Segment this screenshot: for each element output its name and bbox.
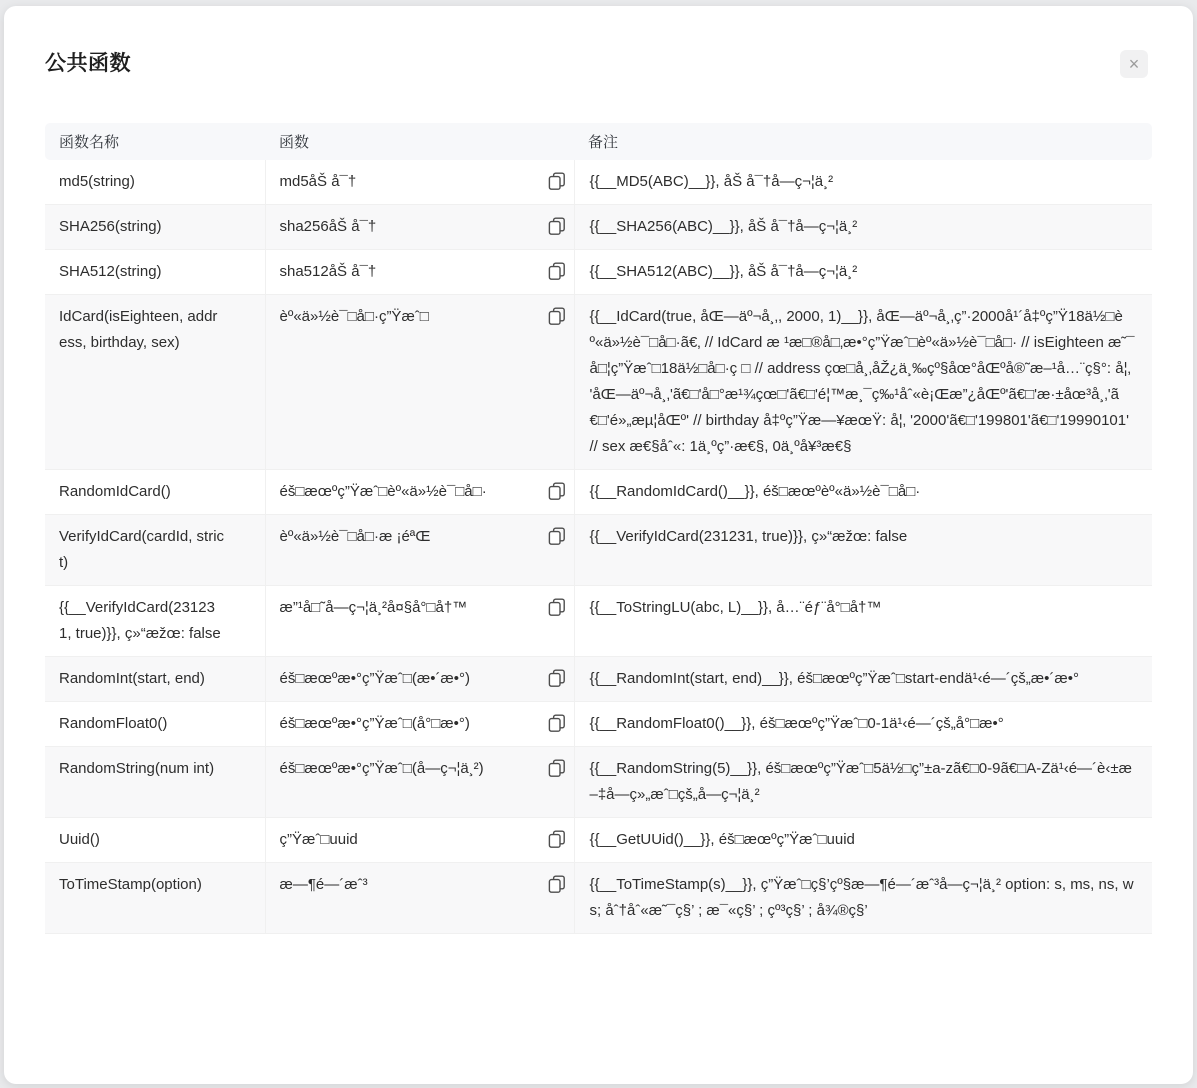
column-header-function: 函数 [265,123,574,160]
remark-cell: {{__RandomIdCard()__}}, éš□æœºèº«ä»½è¯□å□· [574,470,1152,515]
table-row [45,470,1152,515]
table-row [45,702,1152,747]
function-label: æ—¶é—´æˆ³ [279,876,368,893]
remark-cell: {{__RandomInt(start, end)__}}, éš□æœºç”Ÿæˆ□start-endä¹‹é—´çš„æ•´æ•° [574,657,1152,702]
copy-icon [548,759,566,778]
function-label: sha256åŠ å¯† [279,218,377,235]
function-cell [265,747,574,818]
remark-cell: {{__SHA512(ABC)__}}, åŠ å¯†å—ç¬¦ä¸² [574,250,1152,295]
copy-icon [548,172,566,191]
function-name-cell: SHA256(string) [45,205,265,250]
copy-button[interactable] [548,482,566,501]
table-row [45,747,1152,818]
copy-button[interactable] [548,669,566,688]
copy-button[interactable] [548,759,566,778]
copy-icon [548,307,566,326]
copy-icon [548,598,566,617]
functions-table [45,123,1152,934]
table-header-row [45,123,1152,160]
function-cell [265,470,574,515]
table-row [45,295,1152,470]
remark-cell: {{__SHA256(ABC)__}}, åŠ å¯†å—ç¬¦ä¸² [574,205,1152,250]
remark-cell: {{__ToTimeStamp(s)__}}, ç”Ÿæˆ□ç§’çº§æ—¶é—´æˆ³å—ç¬¦ä¸² option: s, ms, ns, ws; åˆ†åˆ«æ˜¯ç§’ ; æ¯«ç§’ ; çº³ç§’ ; å¾®ç§’ [574,863,1152,934]
column-header-function-name: 函数名称 [45,123,265,160]
function-name-cell: IdCard(isEighteen, address, birthday, sex) [45,295,265,470]
function-cell [265,863,574,934]
function-label: ç”Ÿæˆ□uuid [279,831,358,848]
function-label: èº«ä»½è¯□å□·æ ¡éªŒ [279,528,431,545]
function-label: éš□æœºæ•°ç”Ÿæˆ□(å°□æ•°) [279,715,470,732]
function-name-cell: Uuid() [45,818,265,863]
copy-icon [548,875,566,894]
copy-button[interactable] [548,172,566,191]
function-name-cell: RandomFloat0() [45,702,265,747]
function-name-cell: RandomString(num int) [45,747,265,818]
remark-cell: {{__MD5(ABC)__}}, åŠ å¯†å—ç¬¦ä¸² [574,160,1152,205]
close-icon: × [1128,54,1140,74]
close-button[interactable] [1120,50,1148,78]
copy-icon [548,482,566,501]
remark-cell: {{__IdCard(true, åŒ—äº¬å¸‚, 2000, 1)__}}, åŒ—äº¬å¸‚ç”·2000å¹´å‡ºç”Ÿ18ä½□èº«ä»½è¯□å□·ã€‚ // IdCard æ ¹æ□®å□‚æ•°ç”Ÿæˆ□èº«ä»½è¯□å□· // isEighteen æ˜¯å□¦ç”Ÿæˆ□18ä½□å□·ç □ // address çœ□å¸‚åŽ¿ä¸‰çº§åœ°åŒºå®˜æ–¹å…¨ç§°: å¦‚ 'åŒ—äº¬å¸‚'ã€□'å□°æ¹¾çœ□'ã€□'é¦™æ¸¯ç‰¹åˆ«è¡Œæ”¿åŒº'ã€□'æ·±åœ³å¸‚'ã€□'é»„æµ¦åŒº' // birthday å‡ºç”Ÿæ—¥æœŸ: å¦‚ '2000'ã€□'199801'ã€□'19990101' // sex æ€§åˆ«: 1ä¸ºç”·æ€§, 0ä¸ºå¥³æ€§ [574,295,1152,470]
copy-button[interactable] [548,598,566,617]
public-functions-modal [4,6,1193,1084]
copy-icon [548,830,566,849]
function-cell [265,250,574,295]
function-label: éš□æœºç”Ÿæˆ□èº«ä»½è¯□å□· [279,483,487,500]
remark-cell: {{__RandomFloat0()__}}, éš□æœºç”Ÿæˆ□0-1ä¹‹é—´çš„å°□æ•° [574,702,1152,747]
function-label: md5åŠ å¯† [279,173,357,190]
copy-button[interactable] [548,307,566,326]
copy-button[interactable] [548,262,566,281]
function-name-cell: VerifyIdCard(cardId, strict) [45,515,265,586]
function-name-cell: {{__VerifyIdCard(231231, true)}}, ç»“æžœ: false [45,586,265,657]
function-name-cell: md5(string) [45,160,265,205]
function-cell [265,818,574,863]
table-row [45,657,1152,702]
modal-body [4,6,1193,1084]
table-row [45,515,1152,586]
column-header-remark: 备注 [574,123,1152,160]
function-name-cell: RandomInt(start, end) [45,657,265,702]
function-name-cell: RandomIdCard() [45,470,265,515]
remark-cell: {{__GetUUid()__}}, éš□æœºç”Ÿæˆ□uuid [574,818,1152,863]
copy-button[interactable] [548,875,566,894]
function-cell [265,586,574,657]
function-cell [265,702,574,747]
function-name-cell: ToTimeStamp(option) [45,863,265,934]
functions-table-container [45,123,1152,934]
copy-icon [548,669,566,688]
copy-icon [548,527,566,546]
function-name-cell: SHA512(string) [45,250,265,295]
function-label: èº«ä»½è¯□å□·ç”Ÿæˆ□ [279,308,429,325]
function-cell [265,205,574,250]
function-cell [265,515,574,586]
table-row [45,250,1152,295]
copy-button[interactable] [548,830,566,849]
copy-icon [548,262,566,281]
table-row [45,160,1152,205]
function-label: æ”¹å□˜å—ç¬¦ä¸²å¤§å°□å†™ [279,599,468,616]
copy-button[interactable] [548,217,566,236]
remark-cell: {{__VerifyIdCard(231231, true)}}, ç»“æžœ: false [574,515,1152,586]
function-label: éš□æœºæ•°ç”Ÿæˆ□(å—ç¬¦ä¸²) [279,760,484,777]
function-cell [265,295,574,470]
copy-icon [548,714,566,733]
table-row [45,818,1152,863]
remark-cell: {{__RandomString(5)__}}, éš□æœºç”Ÿæˆ□5ä½□ç”±a-zã€□0-9ã€□A-Zä¹‹é—´è‹±æ–‡å—ç»„æˆ□çš„å—ç¬¦ä¸² [574,747,1152,818]
page-title: 公共函数 [45,52,131,75]
copy-button[interactable] [548,714,566,733]
function-cell [265,657,574,702]
table-row [45,205,1152,250]
table-row [45,586,1152,657]
function-label: éš□æœºæ•°ç”Ÿæˆ□(æ•´æ•°) [279,670,471,687]
function-cell [265,160,574,205]
copy-button[interactable] [548,527,566,546]
table-row [45,863,1152,934]
function-label: sha512åŠ å¯† [279,263,377,280]
remark-cell: {{__ToStringLU(abc, L)__}}, å…¨éƒ¨å°□å†™ [574,586,1152,657]
copy-icon [548,217,566,236]
